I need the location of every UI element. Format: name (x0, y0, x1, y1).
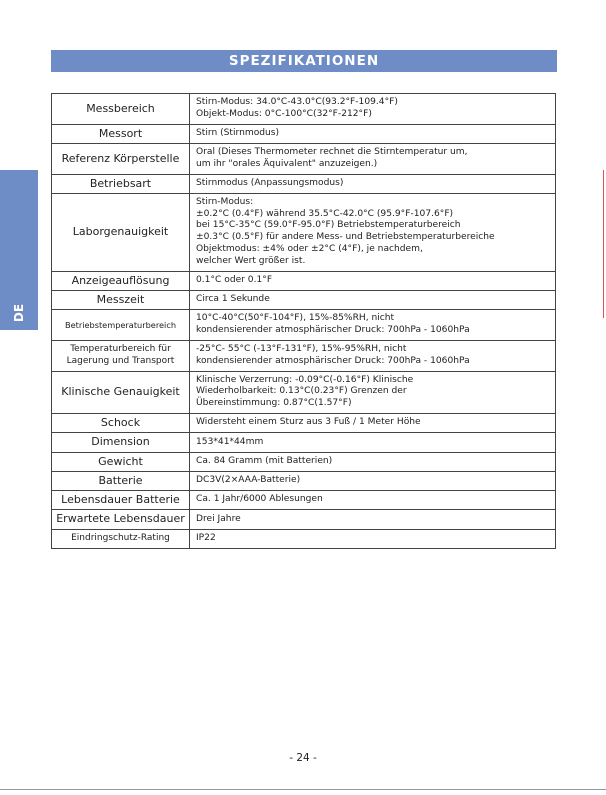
spec-value-line: Wiederholbarkeit: 0.13°C(0.23°F) Grenzen der (196, 386, 407, 397)
spec-label: Referenz Körperstelle (52, 143, 190, 174)
spec-value-line: IP22 (196, 532, 216, 543)
spec-row (52, 510, 556, 529)
spec-value (190, 310, 556, 341)
spec-label: Eindringschutz-Rating (52, 529, 190, 548)
spec-label: Messbereich (52, 94, 190, 125)
spec-value (190, 471, 556, 490)
spec-value-line: 153*41*44mm (196, 436, 264, 447)
spec-label: Lebensdauer Batterie (52, 491, 190, 510)
spec-row (52, 124, 556, 143)
spec-row (52, 310, 556, 341)
spec-value-line: Übereinstimmung: 0.87°C(1.57°F) (196, 398, 352, 409)
spec-value-line: um ihr "orales Äquivalent" anzuzeigen.) (196, 158, 378, 169)
spec-row (52, 291, 556, 310)
spec-value-line: Drei Jahre (196, 513, 241, 524)
spec-value-line: Widersteht einem Sturz aus 3 Fuß / 1 Meter Höhe (196, 417, 421, 428)
section-title: SPEZIFIKATIONEN (51, 50, 557, 72)
spec-value-line: DC3V(2×AAA-Batterie) (196, 475, 301, 486)
spec-value (190, 340, 556, 371)
spec-value (190, 452, 556, 471)
spec-row (52, 371, 556, 413)
spec-value (190, 491, 556, 510)
spec-row (52, 529, 556, 548)
spec-value-line: Stirnmodus (Anpassungsmodus) (196, 177, 344, 188)
spec-label: Klinische Genauigkeit (52, 371, 190, 413)
page-number: - 24 - (289, 752, 317, 764)
spec-row (52, 340, 556, 371)
spec-value-line: kondensierender atmosphärischer Druck: 700hPa - 1060hPa (196, 355, 470, 366)
spec-row (52, 94, 556, 125)
spec-value-line: ±0.3°C (0.5°F) für andere Mess- und Betriebstemperaturbereiche (196, 232, 495, 243)
spec-value (190, 510, 556, 529)
specifications-table (51, 93, 556, 549)
spec-value (190, 124, 556, 143)
spec-value-line: ±0.2°C (0.4°F) während 35.5°C-42.0°C (95.9°F-107.6°F) (196, 208, 454, 219)
spec-value-line: Objektmodus: ±4% oder ±2°C (4°F), je nachdem, (196, 244, 423, 255)
language-tab-label: DE (12, 303, 26, 323)
spec-value-line: Stirn-Modus: (196, 196, 254, 207)
language-tab (0, 170, 38, 330)
spec-row (52, 414, 556, 433)
spec-value (190, 193, 556, 271)
spec-value-line: Oral (Dieses Thermometer rechnet die Stirntemperatur um, (196, 146, 468, 157)
spec-value-line: 0.1°C oder 0.1°F (196, 274, 273, 285)
spec-label: Dimension (52, 433, 190, 452)
spec-row (52, 452, 556, 471)
spec-row (52, 491, 556, 510)
spec-label: Anzeigeauflösung (52, 271, 190, 290)
spec-value-line: kondensierender atmosphärischer Druck: 700hPa - 1060hPa (196, 325, 470, 336)
spec-label: Messzeit (52, 291, 190, 310)
spec-value-line: Stirn-Modus: 34.0°C-43.0°C(93.2°F-109.4°F) (196, 97, 398, 107)
spec-value-line: Objekt-Modus: 0°C-100°C(32°F-212°F) (196, 108, 372, 119)
spec-label: Batterie (52, 471, 190, 490)
spec-row (52, 143, 556, 174)
spec-label: Erwartete Lebensdauer (52, 510, 190, 529)
spec-value-line: Klinische Verzerrung: -0.09°C(-0.16°F) Klinische (196, 374, 414, 385)
spec-value (190, 371, 556, 413)
spec-row (52, 271, 556, 290)
spec-value (190, 291, 556, 310)
spec-label: Laborgenauigkeit (52, 193, 190, 271)
spec-value (190, 143, 556, 174)
spec-value-line: Stirn (Stirnmodus) (196, 127, 280, 138)
spec-value-line: 10°C-40°C(50°F-104°F), 15%-85%RH, nicht (196, 313, 395, 324)
spec-label: Betriebstemperaturbereich (52, 310, 190, 341)
spec-value-line: welcher Wert größer ist. (196, 255, 306, 266)
spec-value (190, 271, 556, 290)
spec-value (190, 433, 556, 452)
spec-value (190, 174, 556, 193)
spec-label: Betriebsart (52, 174, 190, 193)
spec-row (52, 433, 556, 452)
edge-marker (603, 170, 604, 318)
spec-row (52, 193, 556, 271)
spec-label: Gewicht (52, 452, 190, 471)
spec-label: Schock (52, 414, 190, 433)
spec-value-line: bei 15°C-35°C (59.0°F-95.0°F) Betriebstemperaturbereich (196, 220, 461, 231)
spec-value (190, 529, 556, 548)
spec-label: Temperaturbereich für Lagerung und Transport (52, 340, 190, 371)
spec-value (190, 414, 556, 433)
spec-row (52, 471, 556, 490)
footer-rule (0, 789, 606, 790)
spec-label: Messort (52, 124, 190, 143)
spec-value-line: -25°C- 55°C (-13°F-131°F), 15%-95%RH, nicht (196, 343, 407, 354)
spec-value-line: Circa 1 Sekunde (196, 294, 270, 305)
spec-value (190, 94, 556, 125)
spec-value-line: Ca. 84 Gramm (mit Batterien) (196, 455, 333, 466)
spec-row (52, 174, 556, 193)
spec-value-line: Ca. 1 Jahr/6000 Ablesungen (196, 494, 323, 505)
